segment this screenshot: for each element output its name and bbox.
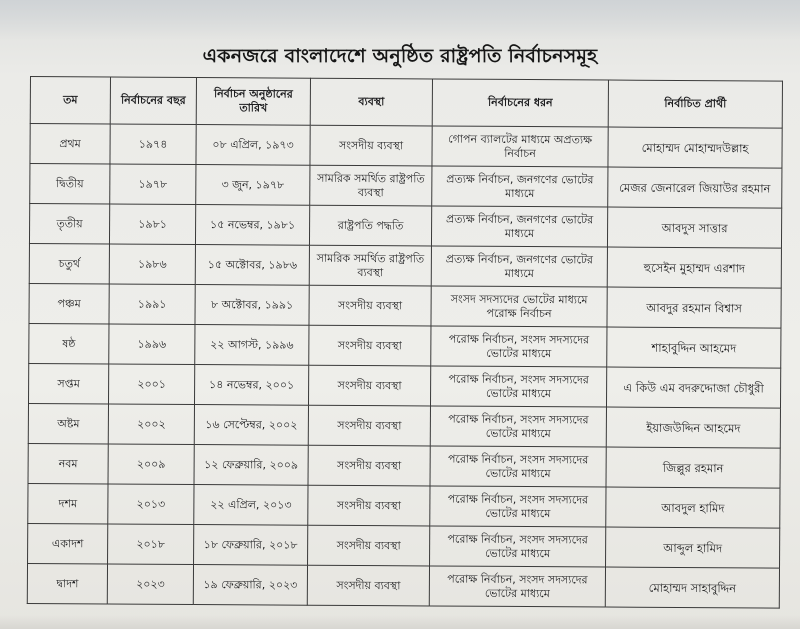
cell-date: ২২ আগস্ট, ১৯৯৬ <box>195 325 309 366</box>
cell-ordinal: পঞ্চম <box>29 283 109 323</box>
cell-winner: জিল্লুর রহমান <box>606 447 780 488</box>
col-header-system: ব্যবস্থা <box>310 78 432 126</box>
cell-winner: আবদুর রহমান বিশ্বাস <box>607 287 781 328</box>
cell-year: ১৯৯১ <box>109 284 195 325</box>
cell-ordinal: একাদশ <box>28 523 108 563</box>
cell-method: পরোক্ষ নির্বাচন, সংসদ সদস্যদের ভোটের মাধ্যমে <box>430 486 606 527</box>
col-header-method: নির্বাচনের ধরন <box>432 79 608 127</box>
table-row <box>29 283 781 328</box>
cell-system: সংসদীয় ব্যবস্থা <box>308 445 430 486</box>
cell-winner: আবদুল হামিদ <box>606 487 780 528</box>
cell-date: ০৮ এপ্রিল, ১৯৭৩ <box>196 125 310 166</box>
cell-ordinal: দ্বাদশ <box>27 563 107 603</box>
cell-winner: শাহাবুদ্দিন আহমেদ <box>607 327 781 368</box>
cell-date: ১৯ ফেব্রুয়ারি, ২০২৩ <box>193 565 307 606</box>
cell-system: সংসদীয় ব্যবস্থা <box>307 565 429 606</box>
cell-system: সামরিক সমর্থিত রাষ্ট্রপতি ব্যবস্থা <box>310 165 432 206</box>
cell-system: সংসদীয় ব্যবস্থা <box>308 365 430 406</box>
col-header-winner: নির্বাচিত প্রার্থী <box>608 80 782 128</box>
cell-method: প্রত্যক্ষ নির্বাচন, জনগণের ভোটের মাধ্যমে <box>431 206 607 247</box>
page-title: একনজরে বাংলাদেশে অনুষ্ঠিত রাষ্ট্রপতি নির্বাচনসমূহ <box>202 45 598 67</box>
cell-date: ১৫ নভেম্বর, ১৯৮১ <box>195 205 309 246</box>
table-row <box>30 124 782 169</box>
cell-system: সংসদীয় ব্যবস্থা <box>309 285 431 326</box>
cell-year: ২০০৯ <box>108 444 194 485</box>
cell-date: ২২ এপ্রিল, ২০১৩ <box>194 485 308 526</box>
cell-date: ১৪ নভেম্বর, ২০০১ <box>194 365 308 406</box>
cell-system: সংসদীয় ব্যবস্থা <box>308 485 430 526</box>
cell-year: ২০১৩ <box>108 484 194 525</box>
table-row <box>28 443 780 488</box>
cell-system: সংসদীয় ব্যবস্থা <box>309 325 431 366</box>
cell-method: পরোক্ষ নির্বাচন, সংসদ সদস্যদের ভোটের মাধ্যমে <box>430 446 606 487</box>
cell-ordinal: প্রথম <box>30 124 110 164</box>
cell-method: সংসদ সদস্যদের ভোটের মাধ্যমে পরোক্ষ নির্বাচন <box>431 286 607 327</box>
table-row <box>28 363 780 408</box>
table-row <box>28 523 780 568</box>
election-table <box>27 76 783 609</box>
cell-date: ৮ অক্টোবর, ১৯৯১ <box>195 285 309 326</box>
cell-year: ১৯৭৪ <box>110 124 196 165</box>
cell-winner: মোহাম্মদ মোহাম্মদউল্লাহ <box>608 127 782 168</box>
cell-system: সংসদীয় ব্যবস্থা <box>310 125 432 166</box>
cell-year: ২০০১ <box>108 364 194 405</box>
cell-method: পরোক্ষ নির্বাচন, সংসদ সদস্যদের ভোটের মাধ্যমে <box>429 566 605 607</box>
cell-winner: মোহাম্মদ সাহাবুদ্দিন <box>605 567 779 608</box>
cell-date: ১২ ফেব্রুয়ারি, ২০০৯ <box>194 445 308 486</box>
page-bottom-shade <box>0 615 800 629</box>
cell-winner: ইয়াজউদ্দিন আহমেদ <box>606 407 780 448</box>
cell-winner: এ কিউ এম বদরুদ্দোজা চৌধুরী <box>606 367 780 408</box>
col-header-ordinal: তম <box>30 77 110 124</box>
col-header-date: নির্বাচন অনুষ্ঠানের তারিখ <box>196 78 310 126</box>
cell-year: ১৯৯৬ <box>109 324 195 365</box>
col-header-year: নির্বাচনের বছর <box>110 77 196 125</box>
table-row <box>30 164 782 209</box>
cell-ordinal: অষ্টম <box>28 403 108 443</box>
cell-ordinal: দ্বিতীয় <box>30 164 110 204</box>
cell-ordinal: নবম <box>28 443 108 483</box>
cell-date: ১৫ অক্টোবর, ১৯৮৬ <box>195 245 309 286</box>
cell-date: ৩ জুন, ১৯৭৮ <box>196 165 310 206</box>
cell-ordinal: ষষ্ঠ <box>29 323 109 363</box>
cell-winner: মেজর জেনারেল জিয়াউর রহমান <box>608 167 782 208</box>
cell-method: পরোক্ষ নির্বাচন, সংসদ সদস্যদের ভোটের মাধ্যমে <box>430 526 606 567</box>
cell-year: ১৯৭৮ <box>110 164 196 205</box>
table-header-row <box>30 77 782 129</box>
cell-year: ১৯৮১ <box>109 204 195 245</box>
cell-system: সামরিক সমর্থিত রাষ্ট্রপতি ব্যবস্থা <box>309 245 431 286</box>
cell-date: ১৮ ফেব্রুয়ারি, ২০১৮ <box>194 525 308 566</box>
cell-winner: হুসেইন মুহাম্মদ এরশাদ <box>607 247 781 288</box>
table-row <box>29 323 781 368</box>
cell-winner: আব্দুল হামিদ <box>606 527 780 568</box>
cell-ordinal: সপ্তম <box>28 363 108 403</box>
cell-year: ২০০২ <box>108 404 194 445</box>
table-row <box>28 403 780 448</box>
table-row <box>28 483 780 528</box>
cell-system: রাষ্ট্রপতি পদ্ধতি <box>309 205 431 246</box>
cell-method: প্রত্যক্ষ নির্বাচন, জনগণের ভোটের মাধ্যমে <box>432 166 608 207</box>
cell-system: সংসদীয় ব্যবস্থা <box>308 525 430 566</box>
cell-year: ২০১৮ <box>108 524 194 565</box>
cell-method: পরোক্ষ নির্বাচন, সংসদ সদস্যদের ভোটের মাধ্যমে <box>430 366 606 407</box>
cell-ordinal: চতুর্থ <box>29 243 109 283</box>
cell-method: পরোক্ষ নির্বাচন, সংসদ সদস্যদের ভোটের মাধ্যমে <box>430 406 606 447</box>
cell-year: ১৯৮৬ <box>109 244 195 285</box>
cell-ordinal: তৃতীয় <box>29 204 109 244</box>
cell-winner: আবদুস সাত্তার <box>607 207 781 248</box>
table-row <box>27 563 779 608</box>
cell-method: পরোক্ষ নির্বাচন, সংসদ সদস্যদের ভোটের মাধ্যমে <box>431 326 607 367</box>
cell-method: প্রত্যক্ষ নির্বাচন, জনগণের ভোটের মাধ্যমে <box>431 246 607 287</box>
table-row <box>29 243 781 288</box>
cell-system: সংসদীয় ব্যবস্থা <box>308 405 430 446</box>
cell-method: গোপন ব্যালটের মাধ্যমে অপ্রত্যক্ষ নির্বাচন <box>432 126 608 167</box>
cell-date: ১৬ সেপ্টেম্বর, ২০০২ <box>194 405 308 446</box>
cell-year: ২০২৩ <box>107 564 193 605</box>
table-row <box>29 204 781 249</box>
cell-ordinal: দশম <box>28 483 108 523</box>
page-shadow <box>0 0 800 40</box>
